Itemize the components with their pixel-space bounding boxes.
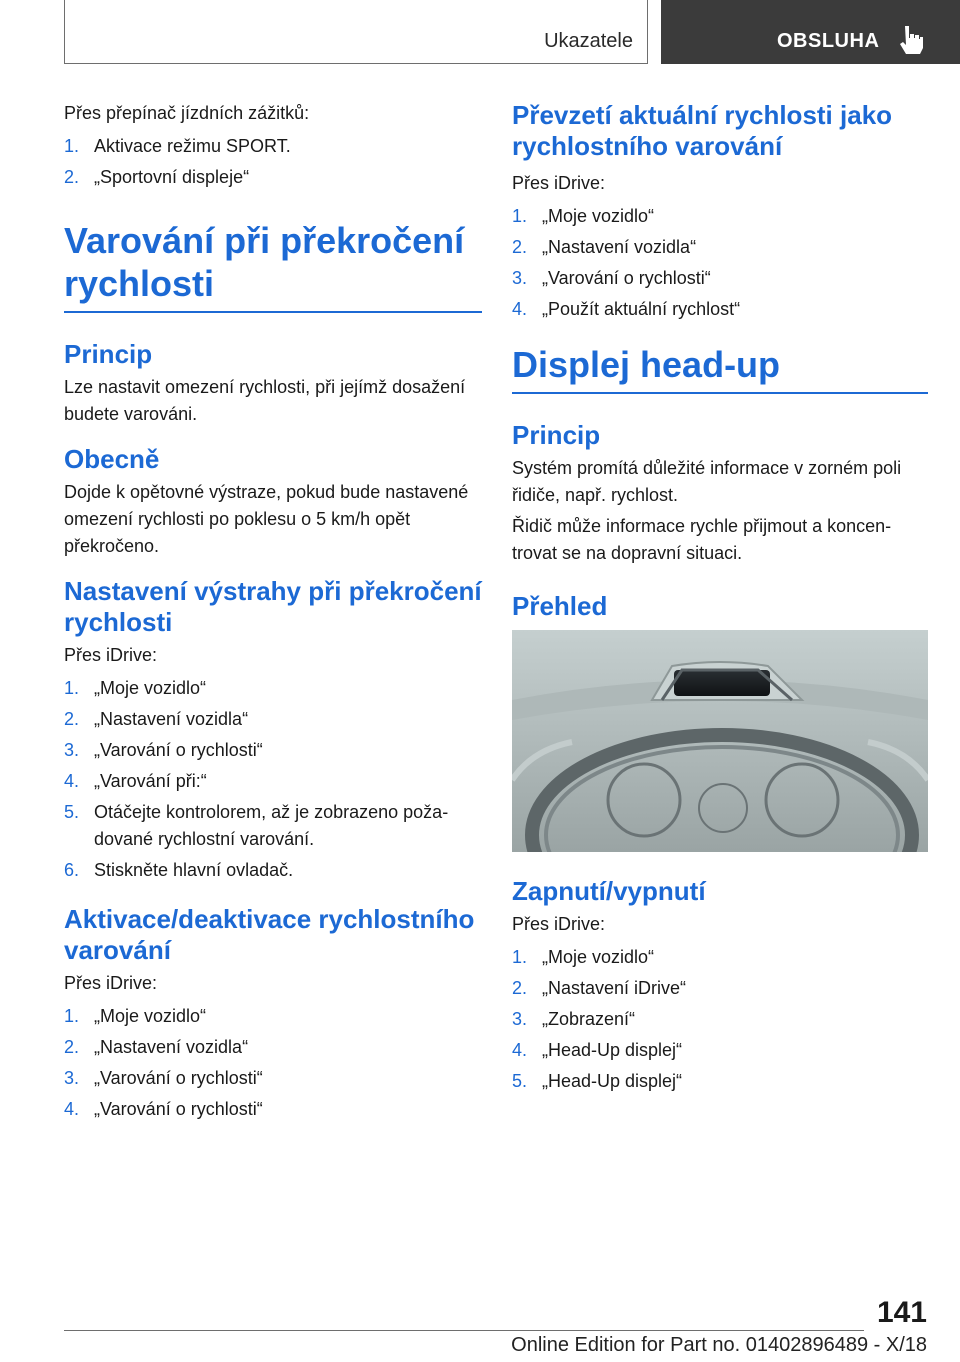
list-item: 1. „Moje vozidlo“ — [64, 678, 207, 698]
list-item: 3. „Varování o rychlosti“ — [512, 268, 711, 288]
general-text: Dojde k opětovné výstraze, pokud bude nastavené omezení rychlosti po poklesu o 5 km/h opět překročeno. — [64, 482, 469, 556]
list-item: 4. „Varování o rychlosti“ — [64, 1099, 263, 1119]
heading-takeover: Převzetí aktuální rychlosti jako rychlostního varování — [512, 100, 893, 161]
list-item: 5. Otáčejte kontrolorem, až je zobrazeno požadované rychlostní varování. — [64, 802, 449, 849]
list-item: 3. „Varování o rychlosti“ — [64, 1068, 263, 1088]
takeover-steps — [512, 203, 928, 323]
header-section-box — [64, 0, 648, 64]
head-up-display-photo — [512, 630, 928, 852]
principle-text-2: Řidič může informace rychle přijmout a koncentrovat se na dopravní situaci. — [512, 516, 892, 563]
section-name: Ukazatele — [544, 30, 633, 52]
setting-steps — [64, 675, 482, 884]
list-item: 2. „Nastavení vozidla“ — [512, 237, 697, 257]
list-item: 4. „Použít aktuální rychlost“ — [512, 299, 741, 319]
header-chapter-box — [661, 0, 960, 64]
on-off-steps — [512, 944, 928, 1095]
intro-steps — [64, 133, 482, 191]
list-item: 4. „Head-Up displej“ — [512, 1040, 683, 1060]
heading-overview: Přehled — [512, 591, 608, 621]
list-item: 3. „Varování o rychlosti“ — [64, 740, 263, 760]
setting-via: Přes iDrive: — [64, 645, 158, 665]
intro-text: Přes přepínač jízdních zážitků: — [64, 103, 310, 123]
list-item: 1. Aktivace režimu SPORT. — [64, 136, 291, 156]
principle-text-1: Systém promítá důležité informace v zorném poli řidiče, např. rychlost. — [512, 458, 902, 505]
list-item: 6. Stiskněte hlavní ovladač. — [64, 860, 294, 880]
edition-text: Online Edition for Part no. 01402896489 - X/18 — [511, 1334, 927, 1356]
on-off-via: Přes iDrive: — [512, 914, 606, 934]
list-item: 2. „Nastavení vozidla“ — [64, 709, 249, 729]
list-item: 2. „Nastavení vozidla“ — [64, 1037, 249, 1057]
footer-divider — [64, 1330, 864, 1331]
activation-via: Přes iDrive: — [64, 973, 158, 993]
page-number: 141 — [876, 1296, 927, 1329]
heading-activation: Aktivace/deaktivace rychlostního varování — [64, 904, 475, 965]
section-title-speed-warning: Varování při překročení rychlosti — [64, 219, 482, 313]
heading-on-off: Zapnutí/vypnutí — [512, 876, 706, 906]
list-item: 1. „Moje vozidlo“ — [512, 947, 655, 967]
list-item: 1. „Moje vozidlo“ — [512, 206, 655, 226]
activation-steps — [64, 1003, 482, 1123]
left-column — [64, 100, 482, 1127]
list-item: 4. „Varování při:“ — [64, 771, 207, 791]
heading-setting: Nastavení výstrahy při překročení rychlosti — [64, 576, 482, 637]
takeover-via: Přes iDrive: — [512, 173, 606, 193]
list-item: 3. „Zobrazení“ — [512, 1009, 636, 1029]
right-column — [512, 100, 928, 1099]
pointing-hand-icon — [897, 24, 923, 54]
list-item: 2. „Sportovní displeje“ — [64, 167, 250, 187]
chapter-name: OBSLUHA — [777, 30, 880, 52]
list-item: 1. „Moje vozidlo“ — [64, 1006, 207, 1026]
heading-general: Obecně — [64, 444, 160, 474]
heading-principle: Princip — [64, 339, 153, 369]
section-title-head-up: Displej head-up — [512, 343, 928, 394]
list-item: 5. „Head-Up displej“ — [512, 1071, 683, 1091]
dashboard-illustration — [512, 630, 928, 852]
list-item: 2. „Nastavení iDrive“ — [512, 978, 687, 998]
heading-principle: Princip — [512, 420, 601, 450]
principle-text: Lze nastavit omezení rychlosti, při jejímž dosažení budete varováni. — [64, 377, 466, 424]
